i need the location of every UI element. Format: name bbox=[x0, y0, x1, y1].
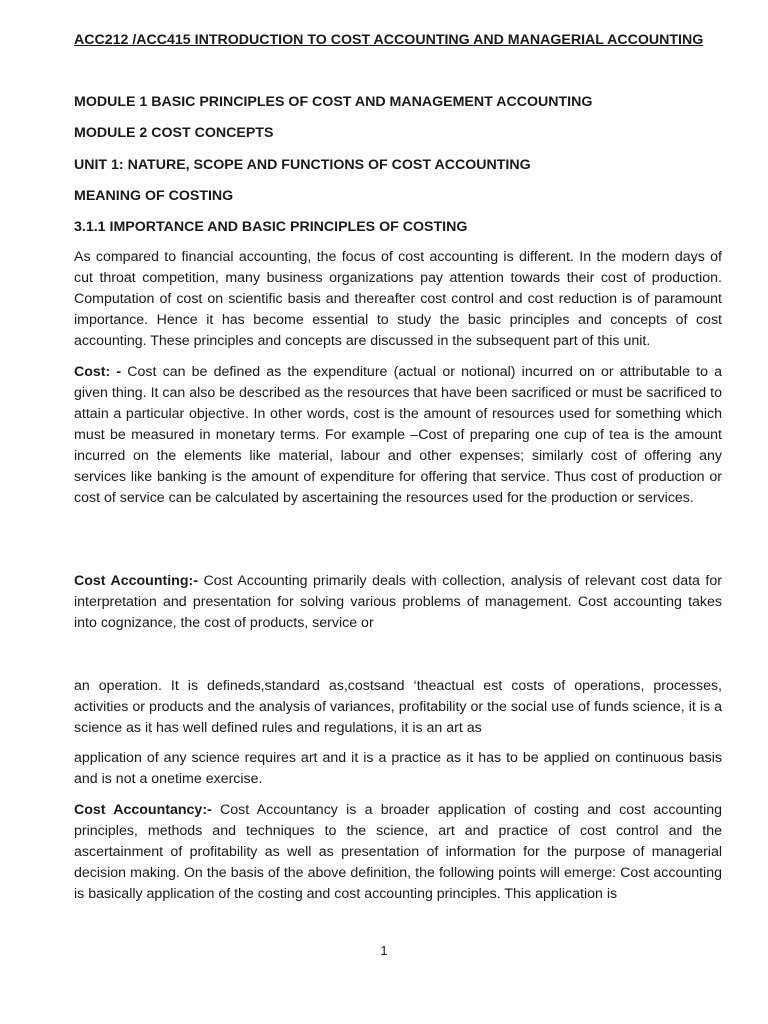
section-heading: 3.1.1 IMPORTANCE AND BASIC PRINCIPLES OF COSTING bbox=[74, 219, 468, 235]
page-number: 1 bbox=[380, 943, 388, 958]
meaning-of-costing-heading: MEANING OF COSTING bbox=[74, 188, 234, 204]
cost-accounting-term: Cost Accounting:- bbox=[74, 573, 198, 589]
cost-definition-paragraph bbox=[74, 362, 722, 509]
cost-accountancy-term: Cost Accountancy:- bbox=[74, 802, 212, 818]
cost-accounting-paragraph bbox=[74, 571, 722, 634]
cost-accountancy-text: Cost Accountancy is a broader application of costing and cost accounting principles, methods and techniques to the science, art and practice of cost control and the ascertainment of profitability as well as presentation of information for the purpose of managerial decision making. On the basis of the above definition, the following points will emerge: Cost accounting is basically application of the costing and cost accounting principles. This application is bbox=[74, 802, 722, 902]
module-2-heading: MODULE 2 COST CONCEPTS bbox=[74, 125, 274, 141]
application-paragraph: application of any science requires art and it is a practice as it has to be applied on continuous basis and is not a onetime exercise. bbox=[74, 750, 722, 787]
unit-1-heading: UNIT 1: NATURE, SCOPE AND FUNCTIONS OF COST ACCOUNTING bbox=[74, 157, 531, 173]
cost-accounting-text: Cost Accounting primarily deals with collection, analysis of relevant cost data for interpretation and presentation for solving various problems of management. Cost accounting takes into cognizance, the cost of products, service or bbox=[74, 573, 722, 631]
cost-definition-text: Cost can be defined as the expenditure (actual or notional) incurred on or attributable to a given thing. It can also be described as the resources that have been sacrificed or must be sacrificed to attain a particular objective. In other words, cost is the amount of resources used for something which must be measured in monetary terms. For example –Cost of preparing one cup of tea is the amount incurred on the elements like material, labour and other expenses; similarly cost of offering any services like banking is the amount of expenditure for offering that service. Thus cost of production or cost of service can be calculated by ascertaining the resources used for the production or services. bbox=[74, 364, 723, 506]
intro-paragraph: As compared to financial accounting, the focus of cost accounting is different. In the modern days of cut throat competition, many business organizations pay attention towards their cost of production. Computation of cost on scientific basis and thereafter cost control and cost reduction is of paramount importance. Hence it has become essential to study the basic principles and concepts of cost accounting. These principles and concepts are discussed in the subsequent part of this unit. bbox=[74, 249, 722, 349]
module-1-heading: MODULE 1 BASIC PRINCIPLES OF COST AND MANAGEMENT ACCOUNTING bbox=[74, 94, 593, 110]
cost-accountancy-paragraph bbox=[74, 800, 722, 905]
document-title: ACC212 /ACC415 INTRODUCTION TO COST ACCOUNTING AND MANAGERIAL ACCOUNTING bbox=[74, 32, 704, 48]
operation-paragraph: an operation. It is defineds,standard as,costsand ‘theactual est costs of operations, processes, activities or products and the analysis of variances, profitability or the social use of funds science, it is a science as it has well defined rules and regulations, it is an art as bbox=[74, 678, 722, 736]
cost-term: Cost: - bbox=[74, 364, 122, 380]
